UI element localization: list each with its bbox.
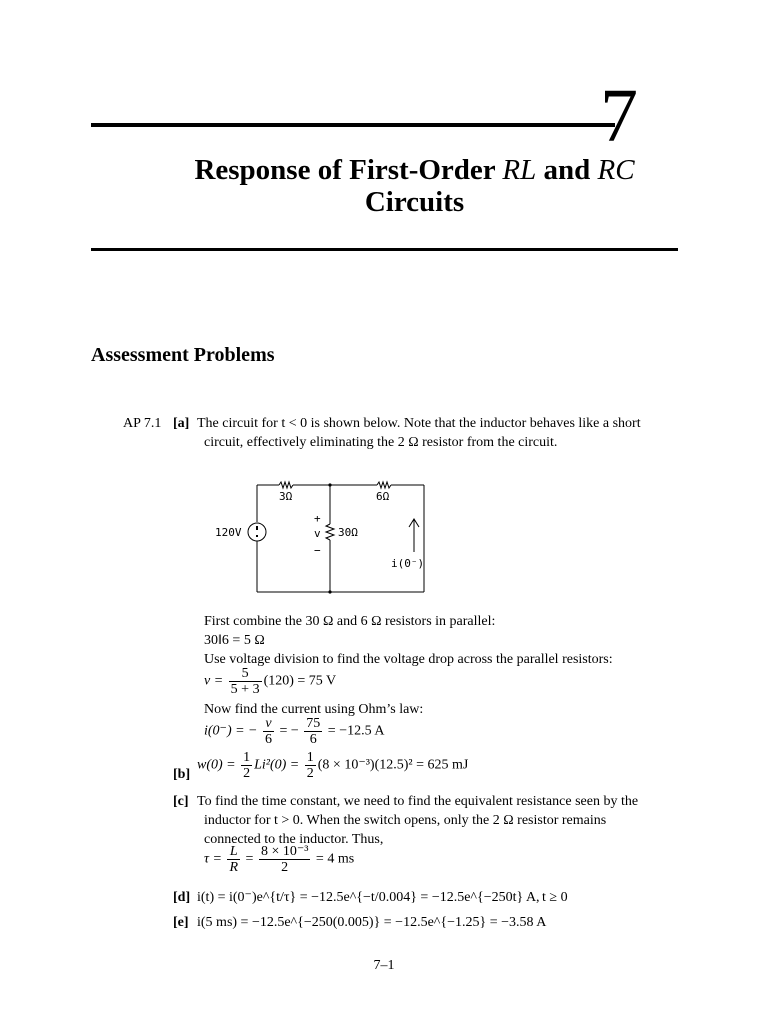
page-number: 7–1 (373, 958, 395, 973)
chapter-title-line2: Circuits (364, 186, 465, 218)
chapter-number: 7 (600, 74, 638, 158)
chapter-rule (91, 123, 615, 127)
d-equation: i(t) = i(0⁻)e^{t/τ} = −12.5e^{−t/0.004} = −12.5e^{−250t} A, (197, 890, 540, 905)
label-minus: − (314, 544, 321, 557)
tau-equation: τ = $\frac{L}{R}$ = $\frac{\text{8 × 10⁻³}}{2}$ = 4 ms (204, 844, 355, 875)
label-source: 120V (215, 526, 242, 539)
source-minus-mark (256, 535, 258, 537)
part-c-label: [c] (173, 794, 189, 809)
node-bottom (328, 590, 331, 593)
part-b-label: [b] (173, 767, 191, 782)
part-c-line3: connected to the inductor. Thus, (204, 832, 384, 847)
part-a-line2: circuit, effectively eliminating the 2 Ω resistor from the circuit. (204, 435, 558, 450)
part-a-label: [a] (173, 416, 190, 431)
node-top (328, 483, 331, 486)
chapter-title-line1: Response of First-Order RL and RC (194, 154, 635, 186)
parallel-eq: 30‖6 = 5 Ω (204, 633, 265, 648)
label-3ohm: 3Ω (279, 490, 293, 503)
part-c-line2: inductor for t > 0. When the switch opens, only the 2 Ω resistor remains (204, 813, 607, 828)
resistor-3ohm (279, 482, 293, 488)
combine-text: First combine the 30 Ω and 6 Ω resistors in parallel: (204, 614, 496, 629)
label-6ohm: 6Ω (376, 490, 390, 503)
section-heading: Assessment Problems (91, 344, 275, 366)
part-c-line1: To find the time constant, we need to find the equivalent resistance seen by the (197, 794, 639, 809)
title-rule (91, 248, 678, 251)
label-plus: + (314, 512, 321, 525)
label-current: i(0⁻) (391, 557, 425, 570)
e-equation: i(5 ms) = −12.5e^{−250(0.005)} = −12.5e^{−1.25} = −3.58 A (197, 915, 547, 930)
source-plus-mark (256, 526, 258, 530)
label-v: v (314, 527, 321, 540)
resistor-6ohm (377, 482, 391, 488)
label-30ohm: 30Ω (338, 526, 358, 539)
problem-label: AP 7.1 (123, 416, 162, 431)
part-a-line1: The circuit for t < 0 is shown below. Note that the inductor behaves like a short (197, 416, 641, 431)
i-equation: i(0⁻) = − $\frac{v}{6}$ = − $\frac{75}{6}$ = −12.5 A (204, 716, 385, 747)
chapter-title (91, 154, 738, 218)
resistor-30ohm (326, 524, 334, 540)
voltage-source (248, 523, 266, 541)
b-equation: w(0) = $\frac{1}{2}$ Li²(0) = $\frac{1}{2}$ (8 × 10⁻³)(12.5)² = 625 mJ (197, 750, 469, 781)
part-e-label: [e] (173, 915, 189, 930)
part-d-label: [d] (173, 890, 191, 905)
d-condition: t ≥ 0 (542, 890, 568, 905)
v-equation: v = $\frac{5}{5 + 3}$ (120) = 75 V (204, 666, 337, 697)
circuit-diagram (205, 474, 435, 599)
ohm-text: Now find the current using Ohm’s law: (204, 702, 424, 717)
vdiv-text: Use voltage division to find the voltage drop across the parallel resistors: (204, 652, 613, 667)
